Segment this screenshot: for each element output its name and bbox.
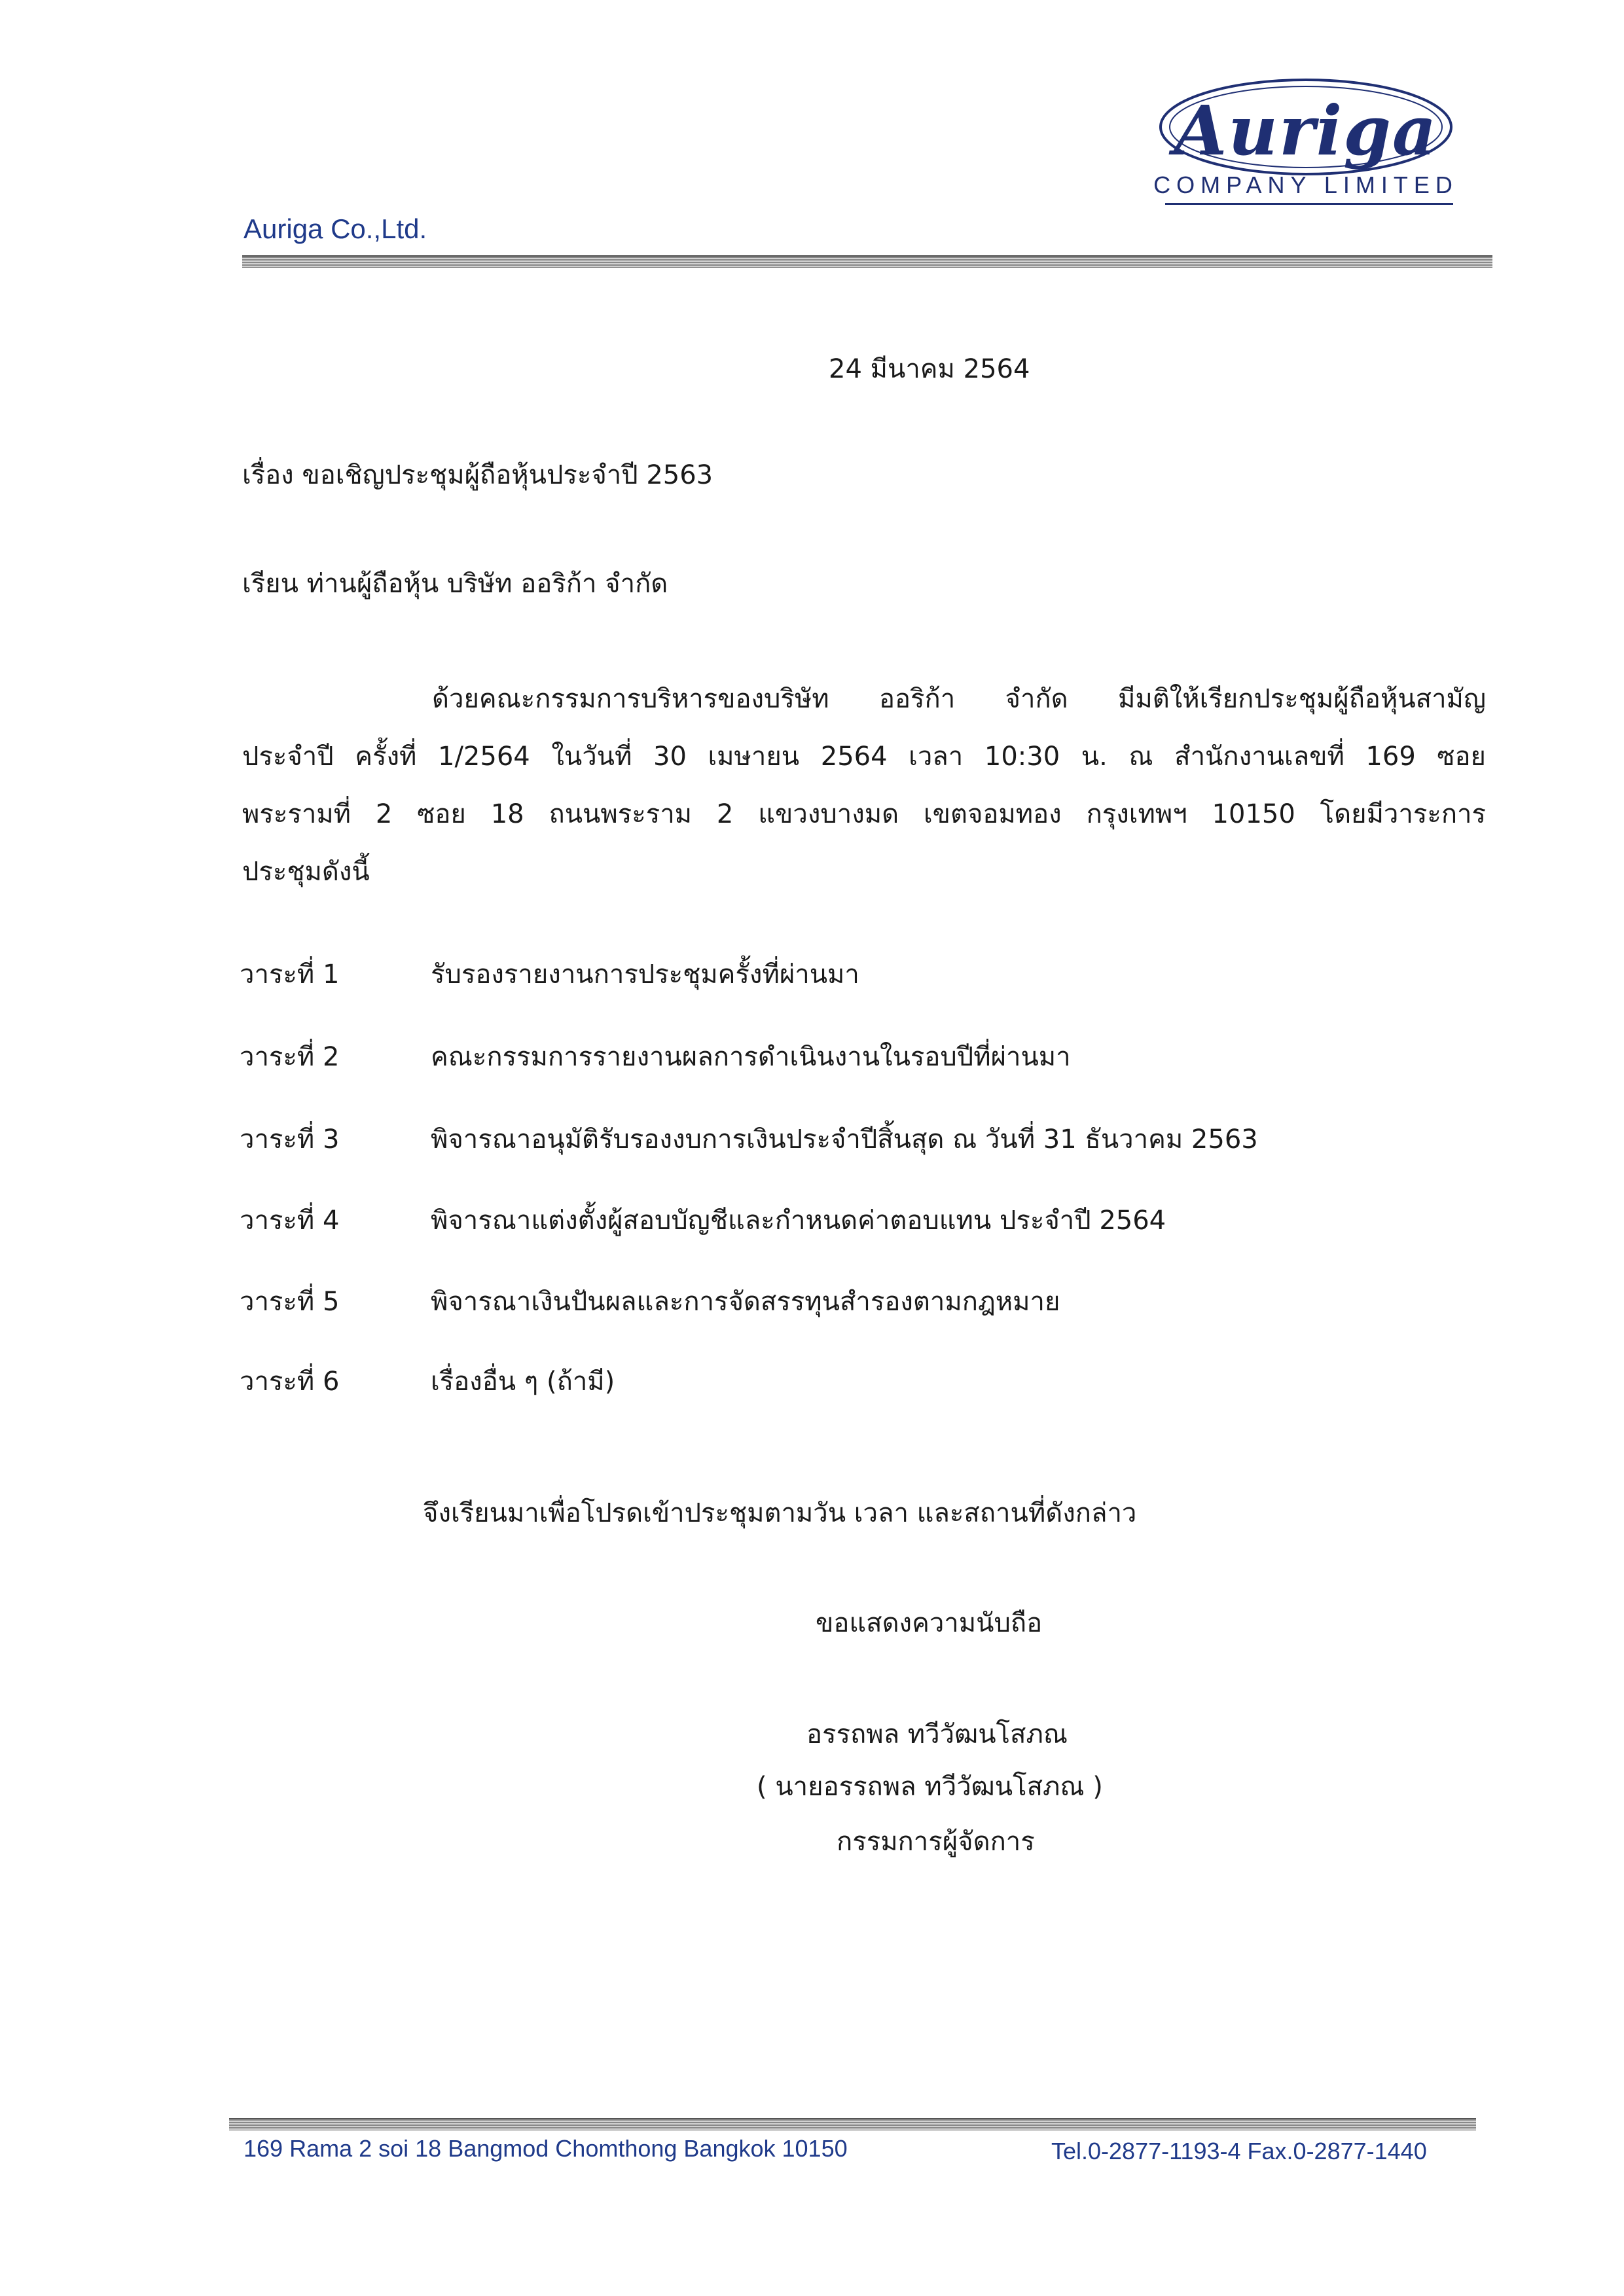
letter-subject: เรื่อง ขอเชิญประชุมผู้ถือหุ้นประจำปี 2563 (242, 460, 713, 490)
agenda-number: วาระที่ 1 (240, 960, 340, 990)
body-line: ประจำปี ครั้งที่ 1/2564 ในวันที่ 30 เมษายน 2564 เวลา 10:30 น. ณ สำนักงานเลขที่ 169 ซอย (242, 742, 1486, 772)
agenda-number: วาระที่ 3 (240, 1124, 340, 1155)
agenda-text: พิจารณาเงินปันผลและการจัดสรรทุนสำรองตามกฎหมาย (431, 1287, 1060, 1317)
letter-date: 24 มีนาคม 2564 (829, 354, 1030, 384)
regards: ขอแสดงความนับถือ (816, 1608, 1043, 1638)
closing-line: จึงเรียนมาเพื่อโปรดเข้าประชุมตามวัน เวลา และสถานที่ดังกล่าว (423, 1498, 1137, 1528)
agenda-text: พิจารณาแต่งตั้งผู้สอบบัญชีและกำหนดค่าตอบแทน ประจำปี 2564 (431, 1206, 1166, 1236)
logo-wordmark: Auriga (1174, 90, 1438, 171)
company-logo (1152, 72, 1460, 203)
agenda-text: พิจารณาอนุมัติรับรองงบการเงินประจำปีสิ้นสุด ณ วันที่ 31 ธันวาคม 2563 (431, 1124, 1258, 1155)
header-divider (242, 255, 1492, 268)
agenda-number: วาระที่ 5 (240, 1287, 340, 1317)
footer-contact: Tel.0-2877-1193-4 Fax.0-2877-1440 (1051, 2138, 1427, 2164)
body-line: พระรามที่ 2 ซอย 18 ถนนพระราม 2 แขวงบางมด เขตจอมทอง กรุงเทพฯ 10150 โดยมีวาระการ (242, 799, 1486, 829)
agenda-text: คณะกรรมการรายงานผลการดำเนินงานในรอบปีที่ผ่านมา (431, 1042, 1071, 1072)
agenda-number: วาระที่ 4 (240, 1206, 340, 1236)
body-line: ด้วยคณะกรรมการบริหารของบริษัท ออริก้า จำกัด มีมติให้เรียกประชุมผู้ถือหุ้นสามัญ (432, 684, 1486, 714)
agenda-number: วาระที่ 6 (240, 1367, 340, 1397)
agenda-number: วาระที่ 2 (240, 1042, 340, 1072)
logo-tagline: COMPANY LIMITED (1153, 171, 1458, 198)
body-paragraph (242, 728, 1486, 901)
signer-full-name: ( นายอรรถพล ทวีวัฒนโสภณ ) (757, 1772, 1103, 1802)
agenda-text: รับรองรายงานการประชุมครั้งที่ผ่านมา (431, 960, 859, 990)
body-paragraph-first-line (432, 670, 1486, 728)
letter-salutation: เรียน ท่านผู้ถือหุ้น บริษัท ออริก้า จำกัด (242, 569, 668, 599)
body-line: ประชุมดังนี้ (242, 857, 370, 887)
agenda-text: เรื่องอื่น ๆ (ถ้ามี) (431, 1367, 615, 1397)
logo-underline (1165, 203, 1453, 205)
footer-address: 169 Rama 2 soi 18 Bangmod Chomthong Bangkok 10150 (244, 2135, 848, 2162)
signer-name: อรรถพล ทวีวัฒนโสภณ (806, 1719, 1068, 1749)
signer-title: กรรมการผู้จัดการ (837, 1827, 1035, 1857)
header-company-name: Auriga Co.,Ltd. (244, 213, 427, 244)
footer-divider (229, 2118, 1476, 2130)
